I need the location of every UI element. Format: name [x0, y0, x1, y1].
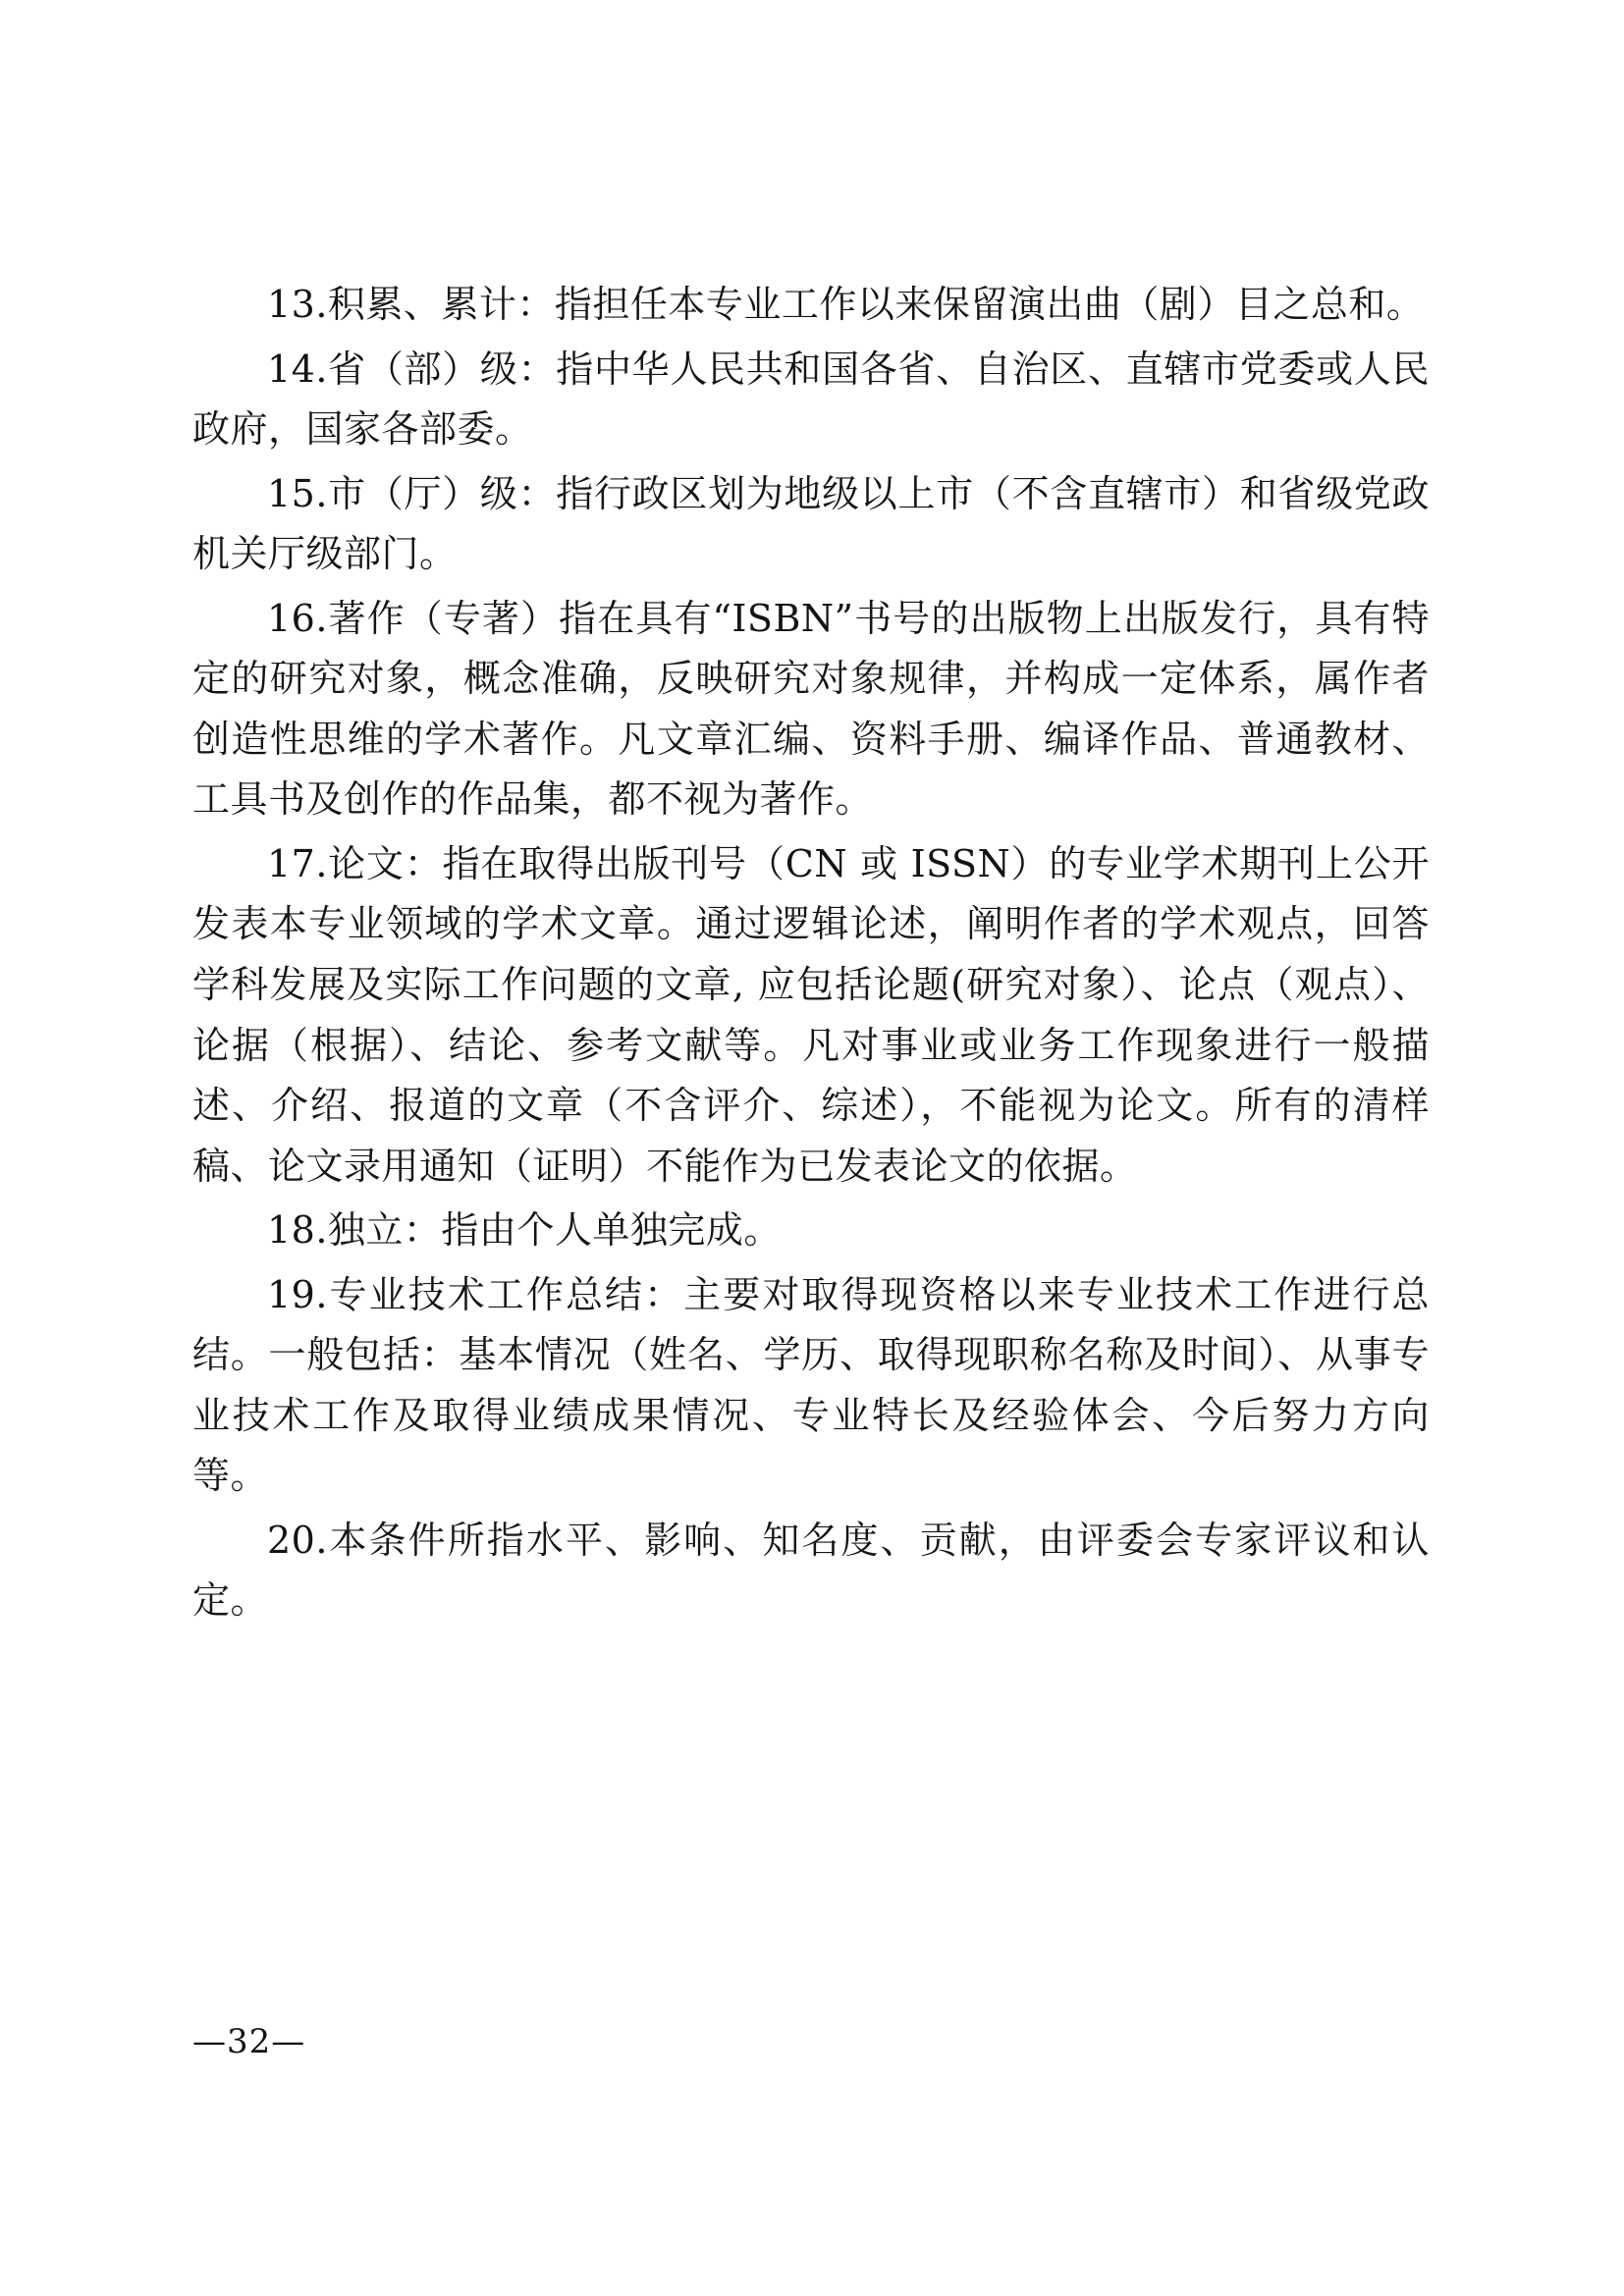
page-number: —32—: [192, 2022, 306, 2061]
paragraph-item-16: 16.著作（专著）指在具有“ISBN”书号的出版物上出版发行，具有特定的研究对象，概念准确，反映研究对象规律，并构成一定体系，属作者创造性思维的学术著作。凡文章汇编、资料手册、编译作品、普通教材、工具书及创作的作品集，都不视为著作。: [192, 596, 1430, 822]
paragraph-item-14: 14.省（部）级：指中华人民共和国各省、自治区、直辖市党委或人民政府，国家各部委。: [192, 347, 1430, 452]
paragraph-item-18: 18.独立：指由个人单独完成。: [267, 1208, 782, 1253]
paragraph-item-17: 17.论文：指在取得出版刊号（CN 或 ISSN）的专业学术期刊上公开发表本专业领域的学术文章。通过逻辑论述，阐明作者的学术观点，回答学科发展及实际工作问题的文章, 应包括论题(研究对象）、论点（观点）、论据（根据）、结论、参考文献等。凡对事业或业务工作现象进行一般描述、介绍、报道的文章（不含评介、综述），不能视为论文。所有的清样稿、论文录用通知（证明）不能作为已发表论文的依据。: [192, 841, 1430, 1188]
paragraph-item-19: 19.专业技术工作总结：主要对取得现资格以来专业技术工作进行总结。一般包括：基本情况（姓名、学历、取得现职称名称及时间）、从事专业技术工作及取得业绩成果情况、专业特长及经验体会、今后努力方向等。: [192, 1272, 1430, 1498]
paragraph-item-13: 13.积累、累计：指担任本专业工作以来保留演出曲（剧）目之总和。: [267, 283, 1425, 326]
page-body: [192, 275, 1430, 1635]
paragraph-item-20: 20.本条件所指水平、影响、知名度、贡献，由评委会专家评议和认定。: [192, 1518, 1430, 1623]
paragraph-item-15: 15.市（厅）级：指行政区划为地级以上市（不含直辖市）和省级党政机关厅级部门。: [192, 471, 1430, 576]
